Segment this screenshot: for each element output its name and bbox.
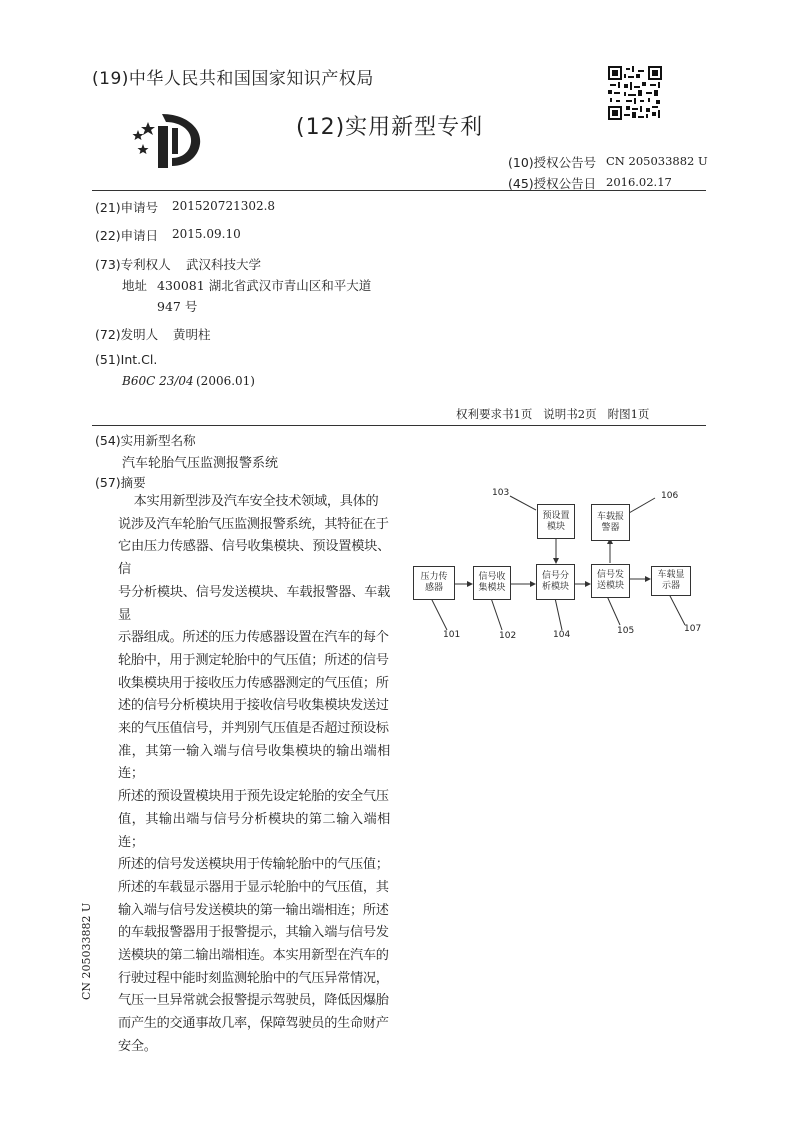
abstract-line: 所述的预设置模块用于预先设定轮胎的安全气压 [118, 789, 389, 805]
title-label: (54)实用新型名称 [95, 433, 196, 448]
abstract-line: 轮胎中，用于测定轮胎中的气压值；所述的信号 [118, 652, 389, 668]
abstract-line: 述的信号分析模块用于接收信号收集模块发送过 [118, 698, 389, 714]
block-label: 模块 [546, 521, 565, 532]
abstract-line: 来的气压值信号，并判别气压值是否超过预设标 [118, 721, 389, 737]
abstract-line: 它由压力传感器、信号收集模块、预设置模块、信 [118, 539, 390, 578]
utility-model-title: 汽车轮胎气压监测报警系统 [122, 456, 279, 471]
abstract-label: (57)摘要 [95, 475, 146, 490]
pub-no: CN 205033882 U [606, 154, 708, 168]
ref-107: 107 [684, 624, 702, 634]
block-label: 信号分 [541, 571, 569, 581]
abstract-line: 示器组成。所述的压力传感器设置在汽车的每个 [118, 630, 389, 646]
block-signal-collection [473, 566, 511, 600]
ref-106: 106 [661, 491, 679, 501]
block-label: 信号收 [478, 572, 506, 582]
abstract-line: 输入端与信号发送模块的第一输出端相连；所述 [118, 902, 389, 918]
abstract-line: 安全。 [118, 1038, 157, 1054]
abstract-line: 号分析模块、信号发送模块、车载报警器、车载显 [118, 584, 390, 623]
abstract-line: 所述的车载显示器用于显示轮胎中的气压值，其 [118, 879, 389, 895]
abstract-line: 送模块的第二输出端相连。本实用新型在汽车的 [118, 948, 389, 964]
inventor-label: (72)发明人 [95, 327, 159, 342]
pub-no-label: (10)授权公告号 [508, 155, 597, 170]
leader-104 [555, 598, 562, 630]
block-pressure-sensor [413, 566, 455, 600]
block-label: 预设置 [542, 510, 570, 521]
ref-104: 104 [553, 630, 571, 640]
pages-divider [92, 425, 706, 426]
document-type: (12)实用新型专利 [296, 115, 484, 140]
leader-101 [431, 598, 447, 630]
cnipa-logo [128, 108, 208, 170]
block-label: 析模块 [541, 582, 569, 592]
abstract-line: 而产生的交通事故几率，保障驾驶员的生命财产 [118, 1016, 389, 1032]
side-publication-number: CN 205033882 U [80, 902, 93, 1000]
intcl-label: (51)Int.Cl. [95, 352, 158, 367]
leader-102 [491, 598, 502, 630]
leader-103 [510, 496, 536, 510]
abstract-line: 所述的信号发送模块用于传输轮胎中的气压值； [118, 857, 389, 873]
app-no: 201520721302.8 [172, 199, 276, 213]
block-vehicle-alarm [591, 504, 630, 541]
ref-105: 105 [617, 626, 635, 636]
app-date: 2015.09.10 [172, 227, 241, 241]
header-divider [92, 190, 706, 191]
block-label: 压力传 [420, 572, 448, 582]
block-label: 车载报 [596, 511, 624, 522]
block-signal-analysis [536, 564, 575, 600]
abstract-text [118, 491, 390, 1059]
address-label: 地址 [122, 278, 148, 293]
leader-107 [669, 594, 685, 625]
abstract-line: 准，其第一输入端与信号收集模块的输出端相连； [118, 743, 390, 782]
abstract-line: 气压一旦异常就会报警提示驾驶员，降低因爆胎 [118, 993, 389, 1009]
leader-106 [629, 498, 655, 513]
app-no-label: (21)申请号 [95, 200, 159, 215]
block-preset [537, 504, 575, 539]
block-signal-send [591, 564, 630, 598]
abstract-line: 的车载报警器用于报警提示，其输入端与信号发 [118, 925, 389, 941]
holder: 武汉科技大学 [186, 257, 262, 272]
block-label: 警器 [601, 522, 620, 533]
block-label: 车载显 [657, 570, 685, 580]
block-label: 集模块 [478, 583, 506, 593]
leader-105 [607, 596, 620, 625]
block-label: 感器 [424, 583, 443, 593]
abstract-line: 值，其输出端与信号分析模块的第二输入端相连； [118, 811, 390, 850]
address-line2: 947 号 [157, 299, 198, 314]
block-label: 信号发 [596, 570, 624, 580]
intcl-year: (2006.01) [196, 374, 255, 388]
holder-label: (73)专利权人 [95, 257, 171, 272]
app-date-label: (22)申请日 [95, 228, 159, 243]
pub-date-label: (45)授权公告日 [508, 176, 597, 191]
pub-date: 2016.02.17 [606, 175, 672, 189]
abstract-line: 说涉及汽车轮胎气压监测报警系统，其特征在于 [118, 516, 389, 532]
intcl-code: B60C 23/04 [122, 374, 194, 388]
qr-code [608, 66, 662, 120]
address-line1: 430081 湖北省武汉市青山区和平大道 [157, 278, 372, 293]
abstract-line: 本实用新型涉及汽车安全技术领域，具体的 [118, 494, 379, 509]
abstract-line: 行驶过程中能时刻监测轮胎中的气压异常情况， [118, 970, 389, 986]
block-label: 送模块 [596, 581, 624, 591]
inventor: 黄明柱 [173, 327, 211, 342]
office-title: (19)中华人民共和国国家知识产权局 [92, 69, 374, 89]
ref-103: 103 [492, 488, 510, 498]
block-diagram [405, 480, 710, 650]
ref-102: 102 [499, 631, 517, 641]
pages-info: 权利要求书1页 说明书2页 附图1页 [456, 407, 650, 421]
block-label: 示器 [661, 581, 680, 591]
ref-101: 101 [443, 630, 461, 640]
abstract-line: 收集模块用于接收压力传感器测定的气压值；所 [118, 675, 389, 691]
block-vehicle-display [651, 566, 691, 596]
